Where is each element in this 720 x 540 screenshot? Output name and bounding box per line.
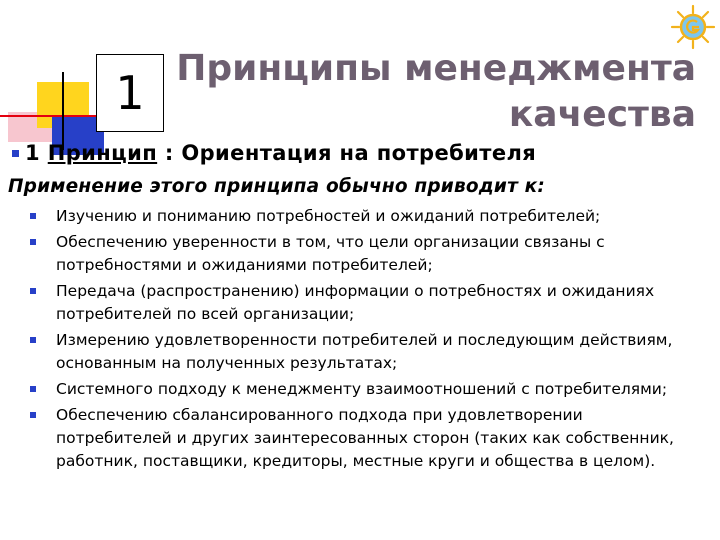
slide-title bbox=[176, 46, 696, 138]
principle-number: 1 bbox=[25, 141, 41, 165]
sun-logo-icon bbox=[670, 4, 716, 50]
list-item-text: Системного подходу к менеджменту взаимоотношений с потребителями; bbox=[56, 380, 668, 398]
list-item-text: Изучению и пониманию потребностей и ожиданий потребителей; bbox=[56, 207, 601, 225]
bullet-square-icon bbox=[30, 412, 36, 418]
list-item-text: Обеспечению сбалансированного подхода при удовлетворении потребителей и других заинтересованных сторон (таких как собственник, работник, поставщики, кредиторы, местные круги и общества в целом). bbox=[56, 406, 674, 470]
list-item bbox=[30, 378, 690, 401]
bullet-square-icon bbox=[30, 386, 36, 392]
list-item bbox=[30, 280, 690, 326]
list-item bbox=[30, 205, 690, 228]
bullet-square-icon bbox=[12, 150, 19, 157]
bullet-square-icon bbox=[30, 213, 36, 219]
bullet-square-icon bbox=[30, 288, 36, 294]
slide-number-box: 1 bbox=[96, 54, 164, 132]
bullet-square-icon bbox=[30, 239, 36, 245]
principle-topic: : Ориентация на потребителя bbox=[157, 141, 537, 165]
title-line-2: качества bbox=[508, 94, 696, 135]
principle-heading-text bbox=[25, 141, 536, 165]
list-item bbox=[30, 231, 690, 277]
decorative-black-line bbox=[62, 72, 64, 150]
principle-heading bbox=[12, 140, 536, 166]
list-item bbox=[30, 329, 690, 375]
list-item-text: Измерению удовлетворенности потребителей и последующим действиям, основанным на полученных результатах; bbox=[56, 331, 673, 372]
bullet-square-icon bbox=[30, 337, 36, 343]
list-item bbox=[30, 404, 690, 473]
title-line-1: Принципы менеджмента bbox=[176, 48, 696, 89]
list-item-text: Передача (распространению) информации о потребностях и ожиданиях потребителей по всей организации; bbox=[56, 282, 655, 323]
list-item-text: Обеспечению уверенности в том, что цели организации связаны с потребностями и ожиданиями потребителей; bbox=[56, 233, 605, 274]
intro-text: Применение этого принципа обычно приводит к: bbox=[8, 176, 545, 197]
benefits-list bbox=[30, 205, 690, 476]
decorative-red-line bbox=[0, 115, 110, 117]
principle-word: Принцип bbox=[47, 141, 158, 165]
